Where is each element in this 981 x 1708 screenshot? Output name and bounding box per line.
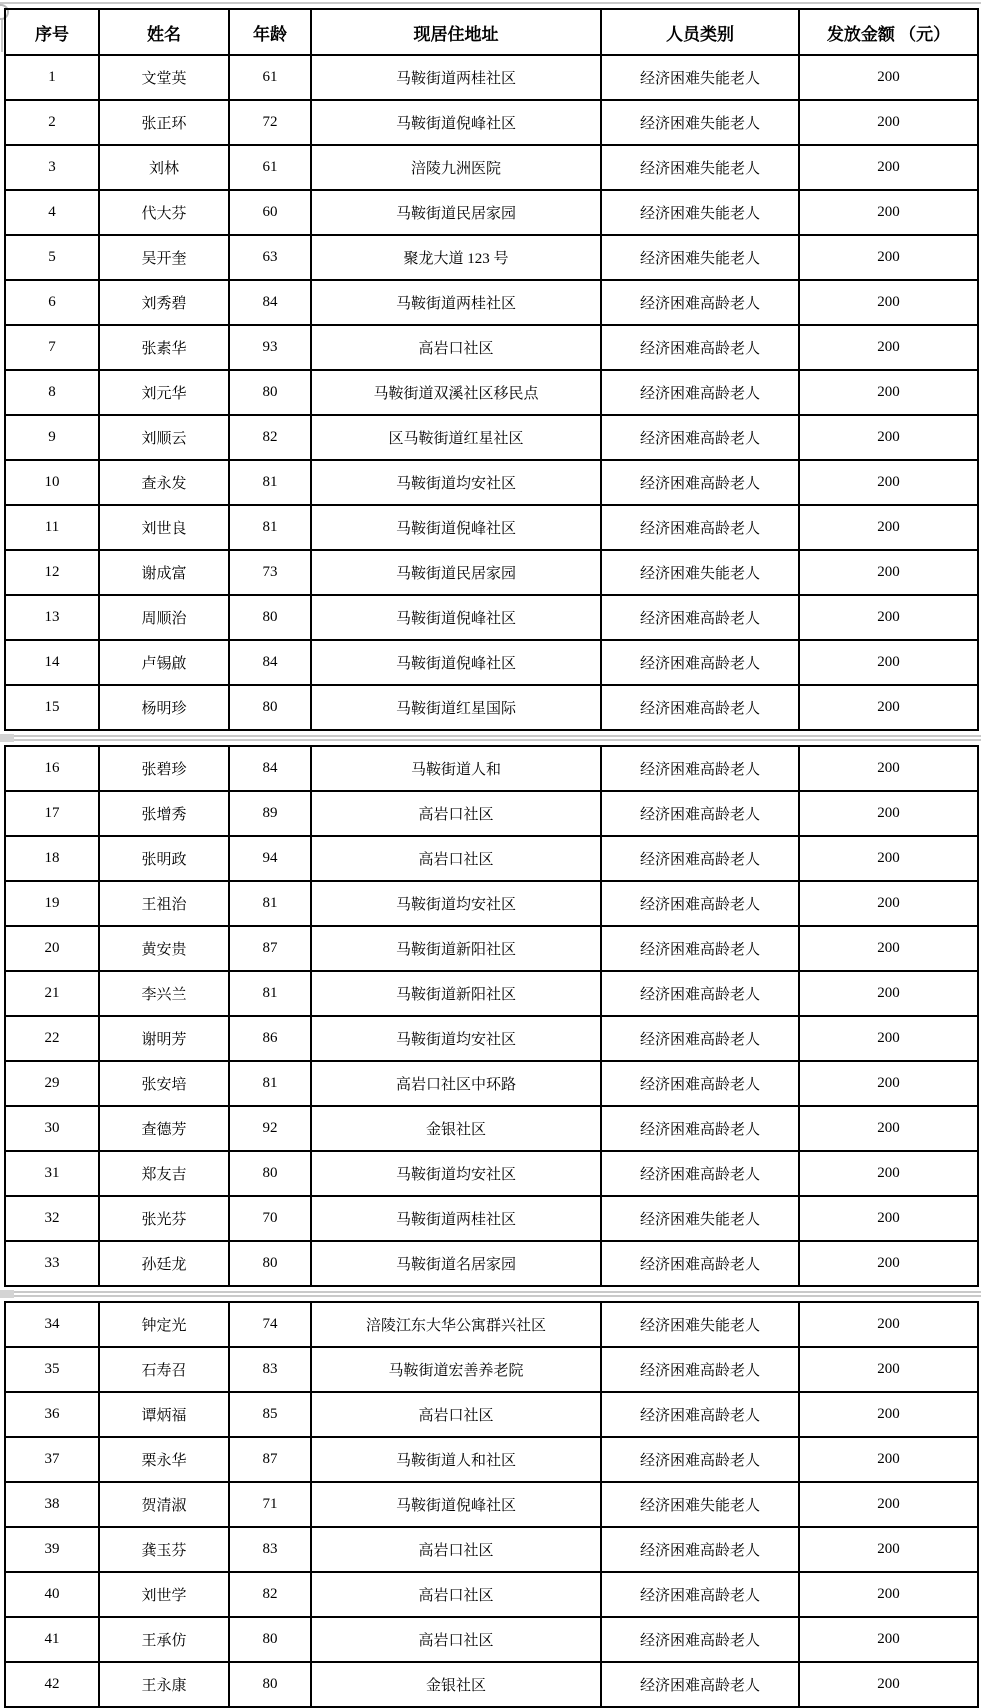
page-break-band [0, 731, 981, 745]
cell-amount: 200 [799, 1527, 978, 1572]
cell-index: 37 [5, 1437, 99, 1482]
cell-amount: 200 [799, 1662, 978, 1707]
cell-amount: 200 [799, 746, 978, 791]
cell-name: 代大芬 [99, 190, 229, 235]
cell-amount: 200 [799, 1302, 978, 1347]
cell-name: 张碧珍 [99, 746, 229, 791]
cell-age: 83 [229, 1347, 311, 1392]
column-header-address: 现居住地址 [311, 9, 601, 55]
cell-index: 41 [5, 1617, 99, 1662]
cell-amount: 200 [799, 415, 978, 460]
cell-index: 16 [5, 746, 99, 791]
cell-amount: 200 [799, 926, 978, 971]
cell-address: 马鞍街道名居家园 [311, 1241, 601, 1286]
cell-name: 查永发 [99, 460, 229, 505]
cell-index: 32 [5, 1196, 99, 1241]
table-row [5, 550, 978, 595]
table-row [5, 1572, 978, 1617]
table-row [5, 926, 978, 971]
column-header-category: 人员类别 [601, 9, 799, 55]
cell-name: 王祖治 [99, 881, 229, 926]
table-row [5, 505, 978, 550]
cell-index: 15 [5, 685, 99, 730]
cell-name: 刘秀碧 [99, 280, 229, 325]
table-row [5, 640, 978, 685]
cell-name: 张增秀 [99, 791, 229, 836]
cell-address: 马鞍街道均安社区 [311, 881, 601, 926]
cell-index: 6 [5, 280, 99, 325]
cell-address: 马鞍街道民居家园 [311, 190, 601, 235]
table-row [5, 791, 978, 836]
page-break-line [0, 739, 981, 741]
cell-index: 17 [5, 791, 99, 836]
cell-address: 马鞍街道均安社区 [311, 1016, 601, 1061]
cell-category: 经济困难高龄老人 [601, 415, 799, 460]
table-row [5, 325, 978, 370]
cell-name: 张素华 [99, 325, 229, 370]
cell-index: 7 [5, 325, 99, 370]
table-row [5, 1527, 978, 1572]
cell-address: 涪陵江东大华公寓群兴社区 [311, 1302, 601, 1347]
cell-index: 30 [5, 1106, 99, 1151]
cell-address: 高岩口社区 [311, 791, 601, 836]
cell-category: 经济困难失能老人 [601, 1196, 799, 1241]
cell-address: 高岩口社区 [311, 1392, 601, 1437]
cell-age: 80 [229, 685, 311, 730]
cell-index: 19 [5, 881, 99, 926]
cell-age: 83 [229, 1527, 311, 1572]
cell-category: 经济困难高龄老人 [601, 1151, 799, 1196]
cell-amount: 200 [799, 595, 978, 640]
cell-name: 黄安贵 [99, 926, 229, 971]
cell-age: 80 [229, 1662, 311, 1707]
cell-name: 贺清淑 [99, 1482, 229, 1527]
cell-category: 经济困难高龄老人 [601, 791, 799, 836]
cell-address: 区马鞍街道红星社区 [311, 415, 601, 460]
cell-age: 84 [229, 640, 311, 685]
cell-category: 经济困难高龄老人 [601, 1617, 799, 1662]
cell-category: 经济困难高龄老人 [601, 460, 799, 505]
cell-age: 89 [229, 791, 311, 836]
cell-address: 马鞍街道红星国际 [311, 685, 601, 730]
cell-name: 谢明芳 [99, 1016, 229, 1061]
cell-category: 经济困难高龄老人 [601, 1437, 799, 1482]
cell-category: 经济困难高龄老人 [601, 746, 799, 791]
cell-name: 杨明珍 [99, 685, 229, 730]
column-header-index: 序号 [5, 9, 99, 55]
table-row [5, 100, 978, 145]
cell-amount: 200 [799, 836, 978, 881]
table-row [5, 1241, 978, 1286]
cell-amount: 200 [799, 190, 978, 235]
cell-address: 马鞍街道倪峰社区 [311, 505, 601, 550]
cell-age: 61 [229, 55, 311, 100]
cell-age: 86 [229, 1016, 311, 1061]
table-row [5, 415, 978, 460]
table-row [5, 1106, 978, 1151]
cell-category: 经济困难高龄老人 [601, 1347, 799, 1392]
cell-name: 张光芬 [99, 1196, 229, 1241]
cell-age: 71 [229, 1482, 311, 1527]
cell-address: 马鞍街道两桂社区 [311, 55, 601, 100]
cell-name: 谭炳福 [99, 1392, 229, 1437]
cell-address: 马鞍街道新阳社区 [311, 971, 601, 1016]
cell-index: 40 [5, 1572, 99, 1617]
cell-address: 金银社区 [311, 1106, 601, 1151]
cell-amount: 200 [799, 1482, 978, 1527]
cell-age: 80 [229, 595, 311, 640]
cell-name: 王承仿 [99, 1617, 229, 1662]
cell-amount: 200 [799, 640, 978, 685]
cell-category: 经济困难失能老人 [601, 235, 799, 280]
cell-address: 马鞍街道倪峰社区 [311, 640, 601, 685]
cell-amount: 200 [799, 325, 978, 370]
cell-name: 吴开奎 [99, 235, 229, 280]
cell-address: 马鞍街道均安社区 [311, 1151, 601, 1196]
cell-age: 63 [229, 235, 311, 280]
table-row [5, 1392, 978, 1437]
cell-amount: 200 [799, 1392, 978, 1437]
cell-index: 42 [5, 1662, 99, 1707]
cell-name: 栗永华 [99, 1437, 229, 1482]
header-row [5, 9, 978, 55]
cell-address: 马鞍街道倪峰社区 [311, 595, 601, 640]
table-row [5, 595, 978, 640]
table-row [5, 1302, 978, 1347]
table-row [5, 1347, 978, 1392]
cell-index: 2 [5, 100, 99, 145]
cell-age: 80 [229, 1241, 311, 1286]
page-break-stub [0, 1290, 14, 1298]
cell-amount: 200 [799, 971, 978, 1016]
cell-name: 周顺治 [99, 595, 229, 640]
page-break-band [0, 1287, 981, 1301]
cell-index: 12 [5, 550, 99, 595]
table-row [5, 1662, 978, 1707]
table-row [5, 685, 978, 730]
cell-age: 81 [229, 505, 311, 550]
cell-name: 王永康 [99, 1662, 229, 1707]
cell-category: 经济困难高龄老人 [601, 280, 799, 325]
cell-address: 马鞍街道宏善养老院 [311, 1347, 601, 1392]
cell-name: 石寿召 [99, 1347, 229, 1392]
table-row [5, 460, 978, 505]
cell-category: 经济困难高龄老人 [601, 595, 799, 640]
table-row [5, 370, 978, 415]
roster-table-section-3 [4, 1301, 979, 1708]
cell-address: 马鞍街道人和 [311, 746, 601, 791]
cell-name: 张安培 [99, 1061, 229, 1106]
cell-name: 郑友吉 [99, 1151, 229, 1196]
cell-category: 经济困难高龄老人 [601, 836, 799, 881]
cell-index: 35 [5, 1347, 99, 1392]
column-header-name: 姓名 [99, 9, 229, 55]
cell-category: 经济困难高龄老人 [601, 640, 799, 685]
cell-amount: 200 [799, 1241, 978, 1286]
cell-age: 60 [229, 190, 311, 235]
cell-category: 经济困难失能老人 [601, 1302, 799, 1347]
cell-amount: 200 [799, 1106, 978, 1151]
cell-address: 马鞍街道倪峰社区 [311, 1482, 601, 1527]
cell-address: 马鞍街道新阳社区 [311, 926, 601, 971]
cell-category: 经济困难高龄老人 [601, 1572, 799, 1617]
cell-index: 8 [5, 370, 99, 415]
cell-age: 85 [229, 1392, 311, 1437]
cell-age: 81 [229, 460, 311, 505]
table-row [5, 1016, 978, 1061]
cell-amount: 200 [799, 280, 978, 325]
cell-category: 经济困难高龄老人 [601, 1527, 799, 1572]
cell-age: 81 [229, 971, 311, 1016]
cell-age: 81 [229, 1061, 311, 1106]
cell-category: 经济困难失能老人 [601, 550, 799, 595]
cell-amount: 200 [799, 55, 978, 100]
cell-name: 钟定光 [99, 1302, 229, 1347]
table-row [5, 836, 978, 881]
cell-index: 31 [5, 1151, 99, 1196]
cell-index: 3 [5, 145, 99, 190]
cell-age: 94 [229, 836, 311, 881]
cell-name: 孙廷龙 [99, 1241, 229, 1286]
cell-age: 73 [229, 550, 311, 595]
cell-name: 谢成富 [99, 550, 229, 595]
cell-category: 经济困难失能老人 [601, 100, 799, 145]
cell-name: 卢锡啟 [99, 640, 229, 685]
cell-age: 80 [229, 1151, 311, 1196]
cell-category: 经济困难高龄老人 [601, 1662, 799, 1707]
cell-index: 33 [5, 1241, 99, 1286]
cell-amount: 200 [799, 1196, 978, 1241]
cell-age: 72 [229, 100, 311, 145]
cell-name: 查德芳 [99, 1106, 229, 1151]
table-row [5, 190, 978, 235]
cell-index: 36 [5, 1392, 99, 1437]
cell-category: 经济困难高龄老人 [601, 1241, 799, 1286]
cell-index: 9 [5, 415, 99, 460]
page-left-edge-line [1, 18, 3, 52]
cell-name: 李兴兰 [99, 971, 229, 1016]
cell-amount: 200 [799, 791, 978, 836]
table-row [5, 1151, 978, 1196]
table-row [5, 1061, 978, 1106]
cell-category: 经济困难高龄老人 [601, 325, 799, 370]
cell-address: 高岩口社区 [311, 1527, 601, 1572]
table-row [5, 1196, 978, 1241]
cell-index: 10 [5, 460, 99, 505]
table-row [5, 971, 978, 1016]
cell-category: 经济困难失能老人 [601, 145, 799, 190]
cell-amount: 200 [799, 460, 978, 505]
cell-index: 29 [5, 1061, 99, 1106]
cell-age: 92 [229, 1106, 311, 1151]
page-break-line [0, 1295, 981, 1297]
cell-amount: 200 [799, 1572, 978, 1617]
cell-name: 刘世学 [99, 1572, 229, 1617]
cell-age: 87 [229, 1437, 311, 1482]
page-top-edge-line [0, 2, 981, 4]
cell-address: 聚龙大道 123 号 [311, 235, 601, 280]
cell-age: 61 [229, 145, 311, 190]
cell-age: 84 [229, 746, 311, 791]
page-break-line [0, 735, 981, 737]
cell-category: 经济困难高龄老人 [601, 1106, 799, 1151]
cell-amount: 200 [799, 1617, 978, 1662]
roster-table-section-1 [4, 8, 979, 731]
cell-name: 张正环 [99, 100, 229, 145]
cell-index: 18 [5, 836, 99, 881]
table-row [5, 1482, 978, 1527]
cell-category: 经济困难高龄老人 [601, 881, 799, 926]
cell-age: 84 [229, 280, 311, 325]
cell-name: 龚玉芬 [99, 1527, 229, 1572]
cell-name: 刘顺云 [99, 415, 229, 460]
cell-index: 13 [5, 595, 99, 640]
cell-index: 38 [5, 1482, 99, 1527]
cell-age: 70 [229, 1196, 311, 1241]
cell-index: 4 [5, 190, 99, 235]
cell-address: 高岩口社区中环路 [311, 1061, 601, 1106]
table-row [5, 235, 978, 280]
cell-category: 经济困难失能老人 [601, 55, 799, 100]
cell-amount: 200 [799, 1437, 978, 1482]
cell-age: 87 [229, 926, 311, 971]
cell-amount: 200 [799, 1061, 978, 1106]
cell-category: 经济困难失能老人 [601, 1482, 799, 1527]
cell-address: 马鞍街道倪峰社区 [311, 100, 601, 145]
cell-amount: 200 [799, 505, 978, 550]
cell-address: 马鞍街道双溪社区移民点 [311, 370, 601, 415]
cell-address: 高岩口社区 [311, 1617, 601, 1662]
cell-amount: 200 [799, 100, 978, 145]
cell-address: 马鞍街道人和社区 [311, 1437, 601, 1482]
table-row [5, 1617, 978, 1662]
cell-address: 高岩口社区 [311, 1572, 601, 1617]
cell-index: 22 [5, 1016, 99, 1061]
table-row [5, 55, 978, 100]
cell-index: 5 [5, 235, 99, 280]
cell-category: 经济困难高龄老人 [601, 685, 799, 730]
cell-name: 刘世良 [99, 505, 229, 550]
cell-amount: 200 [799, 1016, 978, 1061]
cell-name: 文堂英 [99, 55, 229, 100]
table-row [5, 1437, 978, 1482]
cell-category: 经济困难高龄老人 [601, 370, 799, 415]
cell-index: 21 [5, 971, 99, 1016]
cell-category: 经济困难高龄老人 [601, 1016, 799, 1061]
table-row [5, 280, 978, 325]
cell-address: 马鞍街道两桂社区 [311, 280, 601, 325]
cell-address: 涪陵九洲医院 [311, 145, 601, 190]
cell-name: 刘元华 [99, 370, 229, 415]
column-header-age: 年龄 [229, 9, 311, 55]
cell-amount: 200 [799, 1347, 978, 1392]
cell-category: 经济困难高龄老人 [601, 971, 799, 1016]
cell-address: 高岩口社区 [311, 325, 601, 370]
cell-category: 经济困难高龄老人 [601, 505, 799, 550]
table-row [5, 145, 978, 190]
cell-amount: 200 [799, 685, 978, 730]
cell-age: 81 [229, 881, 311, 926]
cell-name: 张明政 [99, 836, 229, 881]
cell-address: 高岩口社区 [311, 836, 601, 881]
page-break-stub [0, 734, 14, 742]
cell-age: 80 [229, 1617, 311, 1662]
cell-address: 马鞍街道民居家园 [311, 550, 601, 595]
page-break-line [0, 1291, 981, 1293]
cell-age: 93 [229, 325, 311, 370]
cell-amount: 200 [799, 370, 978, 415]
cell-category: 经济困难高龄老人 [601, 1392, 799, 1437]
cell-address: 金银社区 [311, 1662, 601, 1707]
cell-age: 80 [229, 370, 311, 415]
cell-address: 马鞍街道两桂社区 [311, 1196, 601, 1241]
cell-amount: 200 [799, 1151, 978, 1196]
cell-category: 经济困难高龄老人 [601, 926, 799, 971]
cell-index: 39 [5, 1527, 99, 1572]
cell-category: 经济困难高龄老人 [601, 1061, 799, 1106]
cell-age: 82 [229, 1572, 311, 1617]
cell-amount: 200 [799, 550, 978, 595]
cell-index: 20 [5, 926, 99, 971]
cell-amount: 200 [799, 235, 978, 280]
column-header-amount: 发放金额 （元） [799, 9, 978, 55]
cell-age: 74 [229, 1302, 311, 1347]
table-row [5, 881, 978, 926]
cell-index: 34 [5, 1302, 99, 1347]
cell-amount: 200 [799, 145, 978, 190]
roster-table [4, 8, 977, 1708]
cell-name: 刘林 [99, 145, 229, 190]
table-row [5, 746, 978, 791]
cell-amount: 200 [799, 881, 978, 926]
cell-index: 1 [5, 55, 99, 100]
roster-table-section-2 [4, 745, 979, 1287]
cell-index: 11 [5, 505, 99, 550]
cell-category: 经济困难失能老人 [601, 190, 799, 235]
cell-index: 14 [5, 640, 99, 685]
cell-age: 82 [229, 415, 311, 460]
cell-address: 马鞍街道均安社区 [311, 460, 601, 505]
